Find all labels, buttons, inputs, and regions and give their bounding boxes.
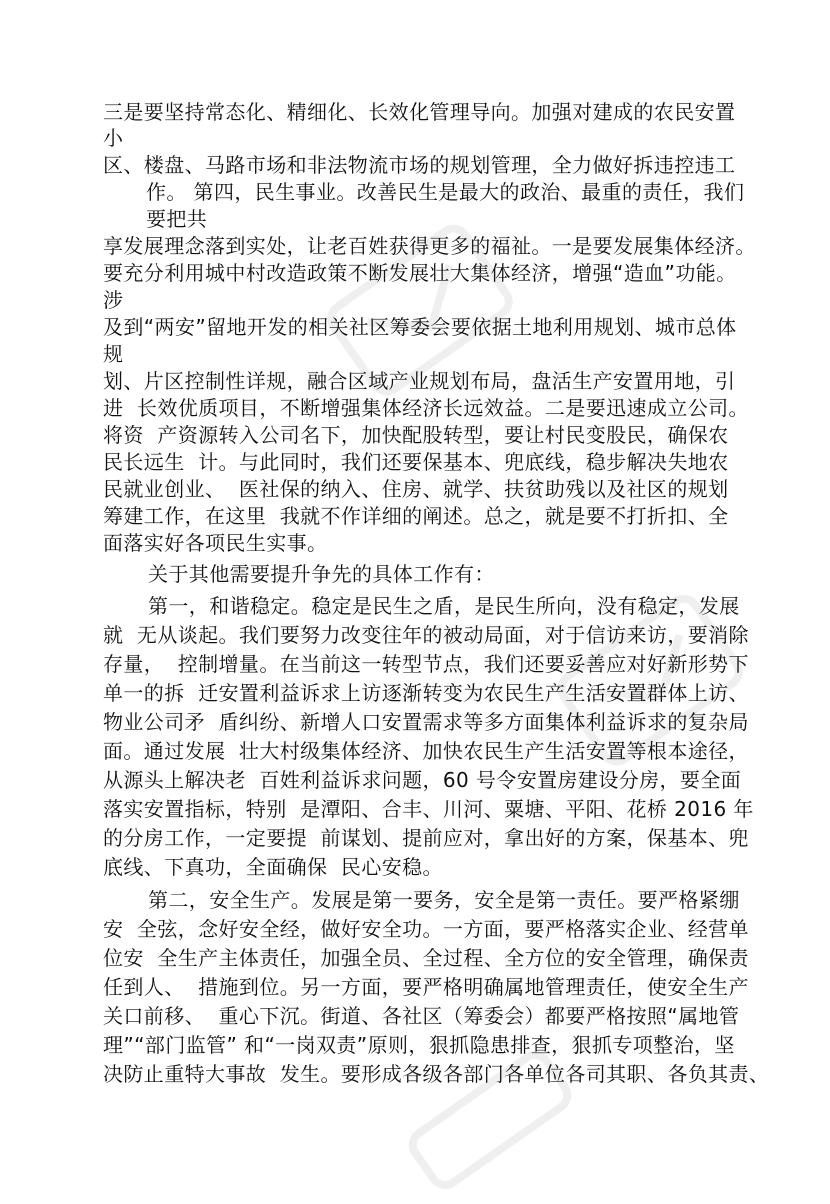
text-line: 三是要坚持常态化、精细化、长效化管理导向。加强对建成的农民安置 bbox=[103, 100, 736, 124]
text-line: 单一的拆 迁安置利益诉求上访逐渐转变为农民生产生活安置群体上访、 bbox=[103, 681, 749, 705]
text-line: 面。通过发展 壮大村级集体经济、加快农民生产生活安置等根本途径， bbox=[103, 739, 749, 763]
text-line: 筹建工作，在这里 我就不作详细的阐述。总之，就是要不打折扣、全 bbox=[103, 504, 729, 528]
text-line: 第二，安全生产。发展是第一要务，安全是第一责任。要严格紧绷 bbox=[148, 888, 740, 912]
text-line: 决防止重特大事故 发生。要形成各级各部门各单位各司其职、各负其责、 bbox=[103, 1062, 770, 1086]
text-line: 及到“两安”留地开发的相关社区筹委会要依据土地利用规划、城市总体 bbox=[103, 315, 737, 339]
text-line: 物业公司矛 盾纠纷、新增人口安置需求等多方面集体利益诉求的复杂局 bbox=[103, 710, 749, 734]
text-line: 要把共 bbox=[146, 207, 208, 231]
text-line: 享发展理念落到实处，让老百姓获得更多的福祉。一是要发展集体经济。 bbox=[103, 234, 756, 258]
text-line: 关于其他需要提升争先的具体工作有： bbox=[148, 562, 495, 586]
text-line: 的分房工作，一定要提 前谋划、提前应对，拿出好的方案，保基本、兜 bbox=[103, 826, 749, 850]
text-line: 区、楼盘、马路市场和非法物流市场的规划管理，全力做好拆违控违工 bbox=[103, 153, 736, 177]
text-line: 小 bbox=[103, 126, 124, 150]
text-line: 就 无从谈起。我们要努力改变往年的被动局面，对于信访来访，要消除 bbox=[103, 623, 749, 647]
text-line: 安 全弦，念好安全经，做好安全功。一方面，要严格落实企业、经营单 bbox=[103, 917, 749, 941]
text-line: 民就业创业、 医社保的纳入、住房、就学、扶贫助残以及社区的规划 bbox=[103, 477, 729, 501]
watermark-icon bbox=[393, 1036, 586, 1204]
text-line: 民长远生 计。与此同时，我们还要保基本、兜底线，稳步解决失地农 bbox=[103, 450, 729, 474]
text-line: 规 bbox=[103, 342, 124, 366]
text-line: 底线、下真功，全面确保 民心安稳。 bbox=[103, 855, 443, 879]
text-line: 要充分利用城中村改造政策不断发展壮大集体经济，增强“造血”功能。 bbox=[103, 261, 737, 285]
text-line: 落实安置指标，特别 是潭阳、合丰、川河、粟塘、平阳、花桥 2016 年 bbox=[103, 797, 754, 821]
text-line: 作。 第四，民生事业。改善民生是最大的政治、最重的责任，我们 bbox=[146, 180, 745, 204]
text-line: 面落实好各项民生实事。 bbox=[103, 531, 328, 555]
text-line: 将资 产资源转入公司名下，加快配股转型，要让村民变股民，确保农 bbox=[103, 423, 729, 447]
text-line: 理”“部门监管” 和“一岗双责”原则，狠抓隐患排查，狠抓专项整治，坚 bbox=[103, 1033, 735, 1057]
text-line: 从源头上解决老 百姓利益诉求问题，60 号令安置房建设分房，要全面 bbox=[103, 768, 742, 792]
text-line: 任到人、 措施到位。另一方面，要严格明确属地管理责任，使安全生产 bbox=[103, 975, 749, 999]
text-line: 进 长效优质项目，不断增强集体经济长远效益。二是要迅速成立公司。 bbox=[103, 396, 749, 420]
text-line: 存量， 控制增量。在当前这一转型节点，我们还要妥善应对好新形势下 bbox=[103, 652, 749, 676]
text-line: 关口前移、 重心下沉。街道、各社区（筹委会）都要严格按照“属地管 bbox=[103, 1004, 740, 1028]
text-line: 涉 bbox=[103, 288, 124, 312]
text-line: 位安 全生产主体责任，加强全员、全过程、全方位的安全管理，确保责 bbox=[103, 946, 749, 970]
text-line: 划、片区控制性详规，融合区域产业规划布局，盘活生产安置用地，引 bbox=[103, 369, 736, 393]
text-line: 第一，和谐稳定。稳定是民生之盾，是民生所向，没有稳定，发展 bbox=[148, 594, 740, 618]
